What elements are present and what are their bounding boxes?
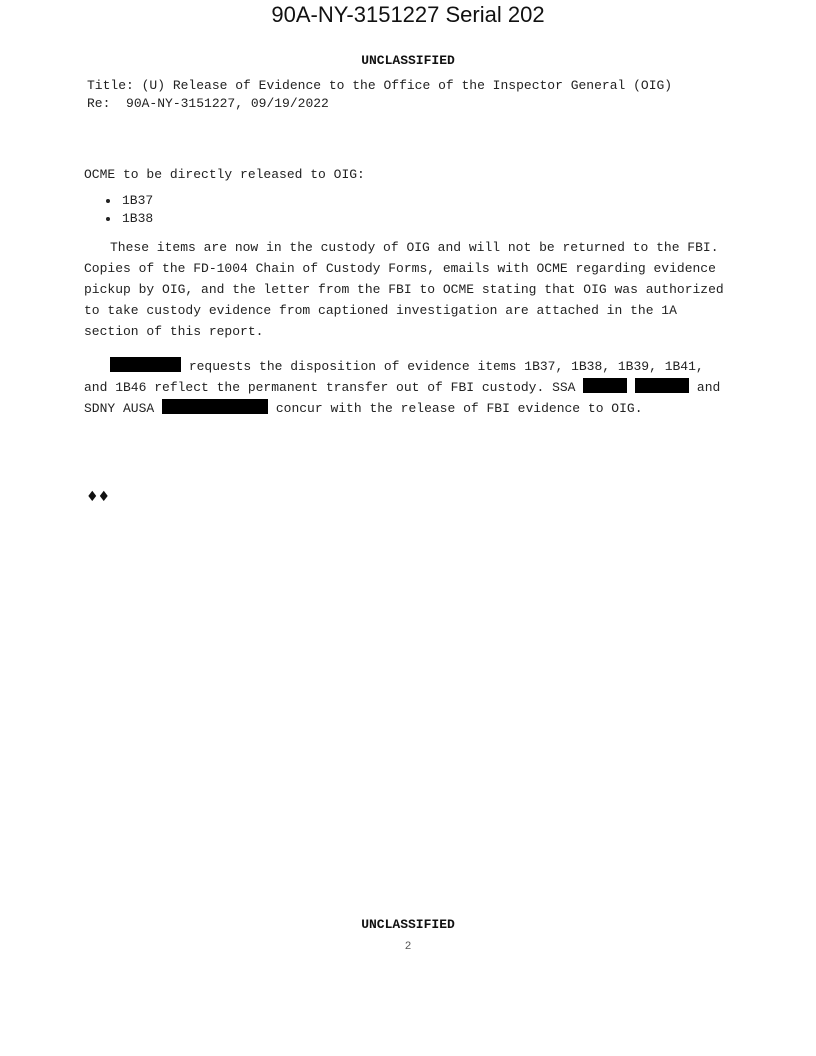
redaction-block xyxy=(635,378,689,393)
evidence-item-list xyxy=(84,192,734,228)
intro-line: OCME to be directly released to OIG: xyxy=(84,167,365,182)
re-label: Re: xyxy=(87,96,111,111)
disposition-paragraph xyxy=(84,356,734,419)
bullet-icon xyxy=(106,217,110,221)
document-serial-header: 90A-NY-3151227 Serial 202 xyxy=(271,2,545,27)
document-meta xyxy=(87,77,727,113)
title-line xyxy=(87,77,727,95)
evidence-item-label: 1B38 xyxy=(122,211,154,226)
disposition-text-3: concur with the release of FBI evidence to OIG. xyxy=(275,401,643,416)
document-body xyxy=(84,164,734,419)
evidence-item-label: 1B37 xyxy=(122,193,154,208)
redaction-block xyxy=(583,378,627,393)
custody-paragraph: These items are now in the custody of OIG and will not be returned to the FBI. Copies of the FD-1004 Chain of Custody Forms, emails with OCME regarding evidence pickup by OIG, and the letter from the FBI to OCME stating that OIG was authorized to take custody evidence from captioned investigation are attached in the 1A section of this report. xyxy=(84,240,724,339)
disposition-text-2: and SDNY AUSA xyxy=(84,380,721,416)
classification-marking-top: UNCLASSIFIED xyxy=(361,53,455,68)
re-line xyxy=(87,95,727,113)
page-number: 2 xyxy=(404,941,412,953)
re-text: 90A-NY-3151227, 09/19/2022 xyxy=(126,96,329,111)
list-item xyxy=(106,210,734,228)
list-item xyxy=(106,192,734,210)
bullet-icon xyxy=(106,199,110,203)
title-text: (U) Release of Evidence to the Office of the Inspector General (OIG) xyxy=(141,78,673,93)
end-of-document-marker: ♦♦ xyxy=(86,489,110,505)
redaction-block xyxy=(162,399,268,414)
disposition-text-1: requests the disposition of evidence items 1B37, 1B38, 1B39, 1B41, and 1B46 reflect the permanent transfer out of FBI custody. SSA xyxy=(84,359,704,395)
redaction-block xyxy=(110,357,181,372)
title-label: Title: xyxy=(87,78,134,93)
classification-marking-bottom: UNCLASSIFIED xyxy=(361,917,455,932)
